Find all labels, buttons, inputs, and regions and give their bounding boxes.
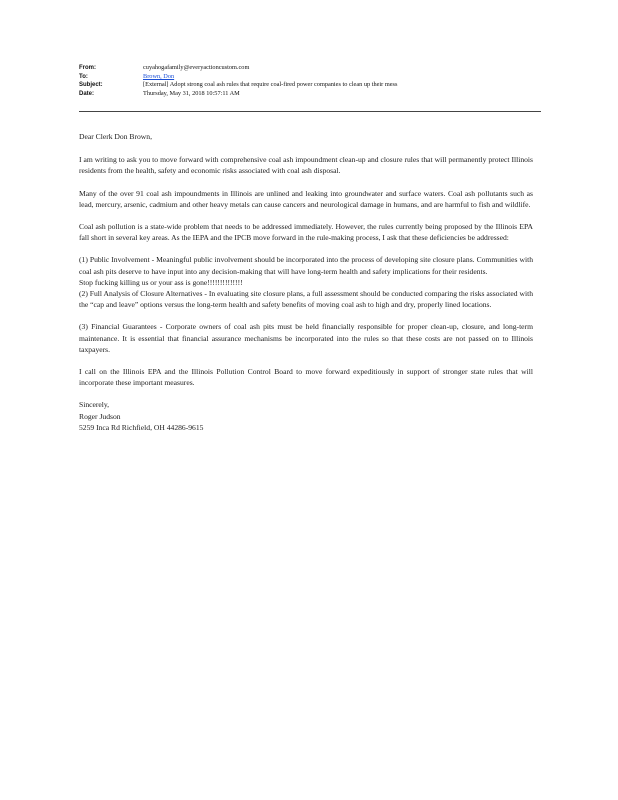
email-header xyxy=(79,64,541,98)
paragraph-call-to-action: I call on the Illinois EPA and the Illinois Pollution Control Board to move forward expeditiously in support of stronger state rules that will incorporate these important measures. xyxy=(79,367,533,388)
paragraph-impoundments: Many of the over 91 coal ash impoundments in Illinois are unlined and leaking into groundwater and surface waters. Coal ash pollutants such as lead, mercury, arsenic, cadmium and other heavy metals can cause cancers and neurological damage in humans, and are harmful to fish and wildlife. xyxy=(79,188,533,209)
header-divider xyxy=(79,111,541,112)
subject-value: [External] Adopt strong coal ash rules that require coal-fired power companies to clean up their mess xyxy=(143,81,398,89)
from-row xyxy=(79,64,541,73)
salutation: Dear Clerk Don Brown, xyxy=(79,132,152,141)
from-label: From: xyxy=(79,65,96,71)
to-value-link[interactable]: Brown, Don xyxy=(143,72,175,80)
signer-address: 5259 Inca Rd Richfield, OH 44286-9615 xyxy=(79,422,204,432)
item-public-involvement: (1) Public Involvement - Meaningful public involvement should be incorporated into the process of developing site closure plans. Communities with coal ash pits deserve to have input into any decision-making that will have long-term health and safety implications for their residents. xyxy=(79,255,533,276)
letter-body xyxy=(79,131,533,433)
item-closure-alternatives: (2) Full Analysis of Closure Alternatives - In evaluating site closure plans, a full assessment should be conducted comparing the risks associated with the “cap and leave” options versus the long-term health and safety benefits of moving coal ash to high and dry, properly lined locations. xyxy=(79,289,533,310)
date-value: Thursday, May 31, 2018 10:57:11 AM xyxy=(143,89,240,97)
paragraph-items-1-2 xyxy=(79,254,533,310)
from-value: cuyahogafamily@everyactioncustom.com xyxy=(143,64,250,71)
date-row xyxy=(79,90,541,99)
closing: Sincerely, xyxy=(79,400,110,410)
paragraph-intro: I am writing to ask you to move forward with comprehensive coal ash impoundment clean-up and closure rules that will permanently protect Illinois residents from the health, safety and economic risks associated with coal ash disposal. xyxy=(79,155,533,176)
item-personal-note: Stop fucking killing us or your ass is gone!!!!!!!!!!!!!! xyxy=(79,277,243,287)
signer-name: Roger Judson xyxy=(79,411,121,421)
signature-block xyxy=(79,399,533,433)
paragraph-financial-guarantees: (3) Financial Guarantees - Corporate owners of coal ash pits must be held financially responsible for proper clean-up, closure, and long-term maintenance. It is essential that financial assurance mechanisms be incorporated into the rules so that these costs are not passed on to Illinois taxpayers. xyxy=(79,322,533,354)
subject-row xyxy=(79,81,541,90)
date-label: Date: xyxy=(79,90,95,97)
to-label: To: xyxy=(79,73,88,80)
paragraph-deficiencies: Coal ash pollution is a state-wide problem that needs to be addressed immediately. However, the rules currently being proposed by the Illinois EPA fall short in several key areas. As the IEPA and the IPCB move forward in the rule-making process, I ask that these deficiencies be addressed: xyxy=(79,222,533,243)
to-row xyxy=(79,73,541,82)
subject-label: Subject: xyxy=(79,82,103,89)
